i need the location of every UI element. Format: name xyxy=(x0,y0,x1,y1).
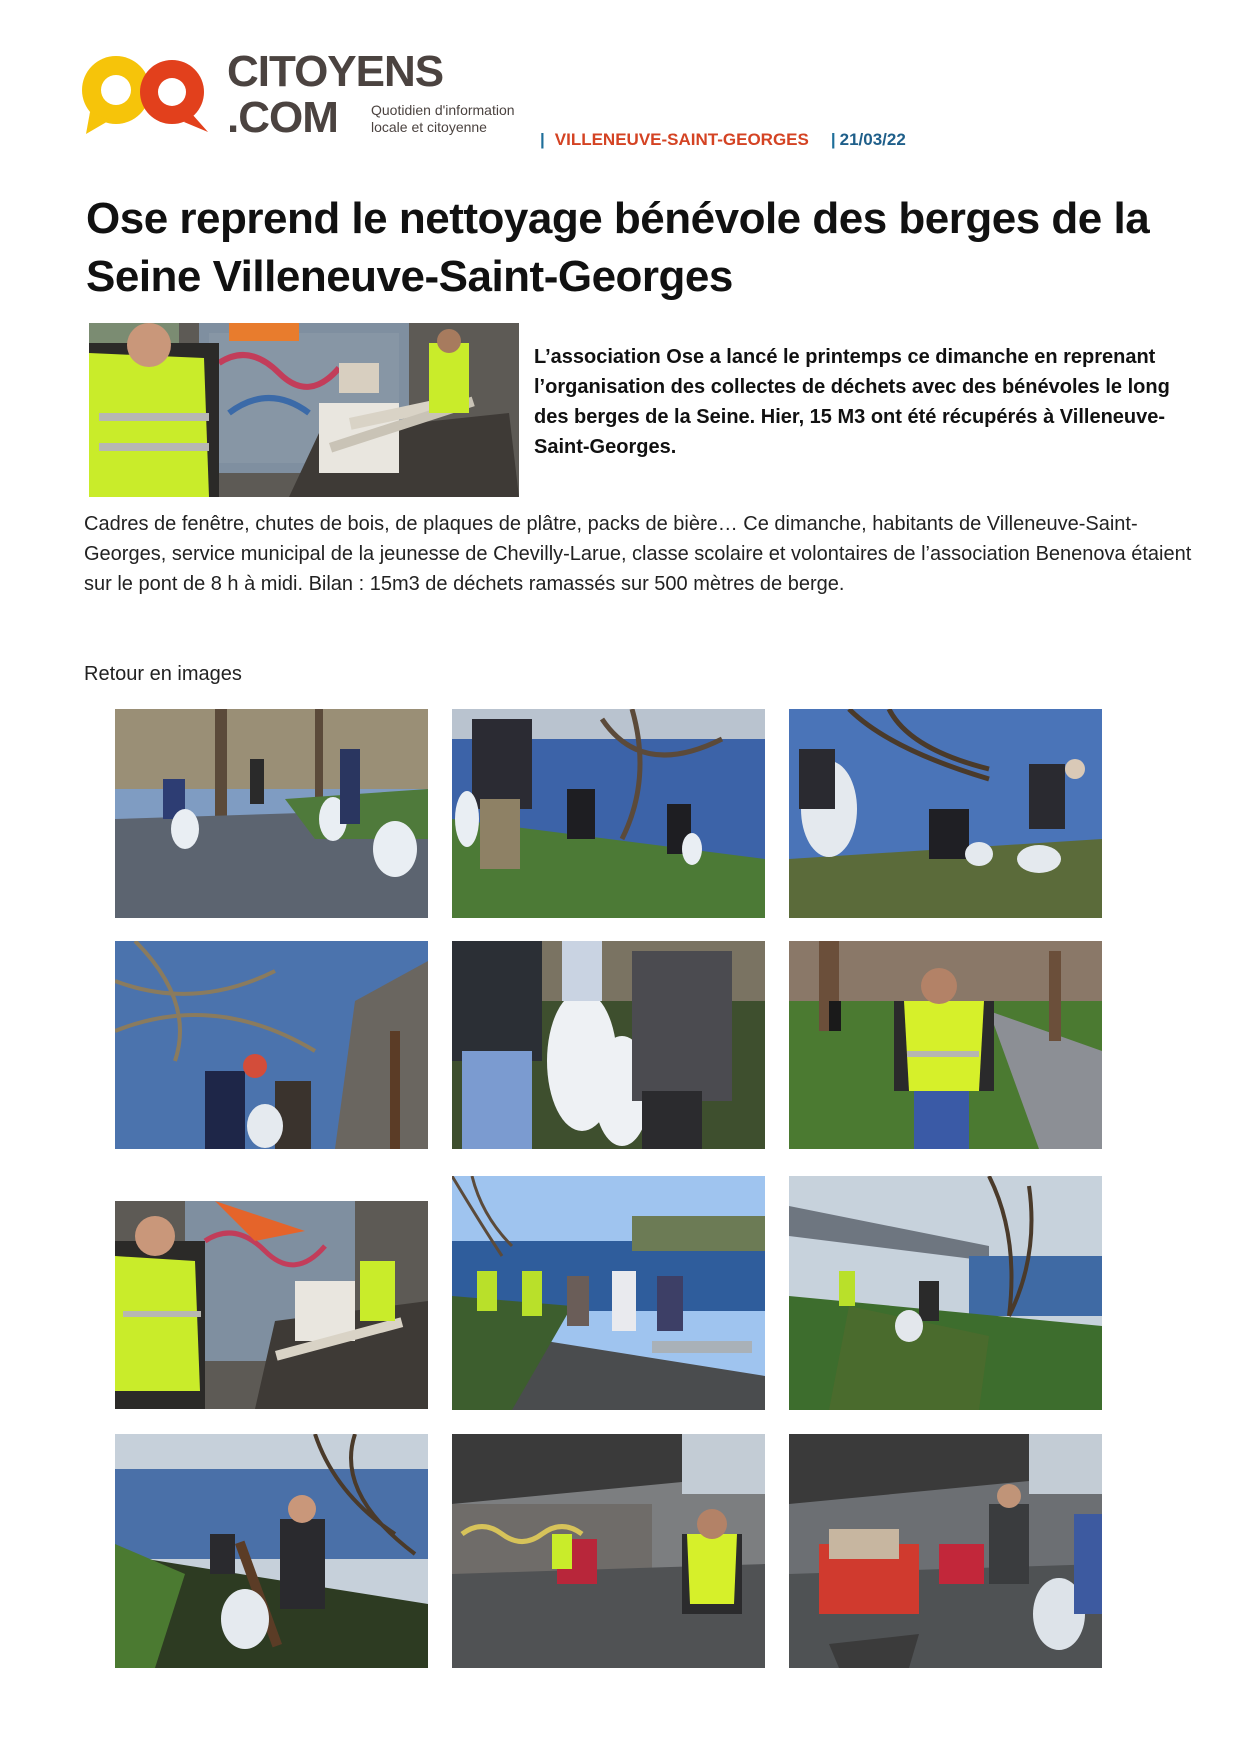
gallery-photo[interactable] xyxy=(789,941,1102,1149)
gallery-photo[interactable] xyxy=(789,709,1102,918)
article-title: Ose reprend le nettoyage bénévole des berges de la Seine Villeneuve-Saint-Georges xyxy=(86,194,1150,301)
gallery-photo[interactable] xyxy=(115,1201,428,1409)
gallery-photo[interactable] xyxy=(115,709,428,918)
gallery-photo[interactable] xyxy=(115,941,428,1149)
logo-tagline: Quotidien d'information locale et citoyenne xyxy=(371,102,515,135)
gallery-photo[interactable] xyxy=(452,1176,765,1410)
logo-word-com: .COM xyxy=(227,93,338,142)
gallery-photo[interactable] xyxy=(452,709,765,918)
location-link[interactable]: VILLENEUVE-SAINT-GEORGES xyxy=(554,130,809,149)
publication-date: 21/03/22 xyxy=(839,130,906,149)
meta-separator: | xyxy=(540,130,545,149)
gallery-photo[interactable] xyxy=(115,1434,428,1668)
body-paragraph: Cadres de fenêtre, chutes de bois, de plaques de plâtre, packs de bière… Ce dimanche, habitants de Villeneuve-Saint-Georges, service municipal de la jeunesse de Chevilly-Larue, classe scolaire et volontaires de l’association Benenova étaient sur le pont de 8 h à midi. Bilan : 15m3 de déchets ramassés sur 500 mètres de berge. xyxy=(84,513,1192,595)
gallery-photo[interactable] xyxy=(789,1434,1102,1668)
meta-separator: | xyxy=(830,130,836,149)
gallery-photo[interactable] xyxy=(452,941,765,1149)
gallery-photo[interactable] xyxy=(452,1434,765,1668)
logo-word-citoyens: CITOYENS xyxy=(227,47,444,96)
gallery-photo[interactable] xyxy=(789,1176,1102,1410)
article-lead: L’association Ose a lancé le printemps ce dimanche en reprenant l’organisation des collectes de déchets avec des bénévoles le long des berges de la Seine. Hier, 15 M3 ont été récupérés à Villeneuve-Saint-Georges. xyxy=(534,346,1170,458)
gallery-heading: Retour en images xyxy=(84,663,242,685)
